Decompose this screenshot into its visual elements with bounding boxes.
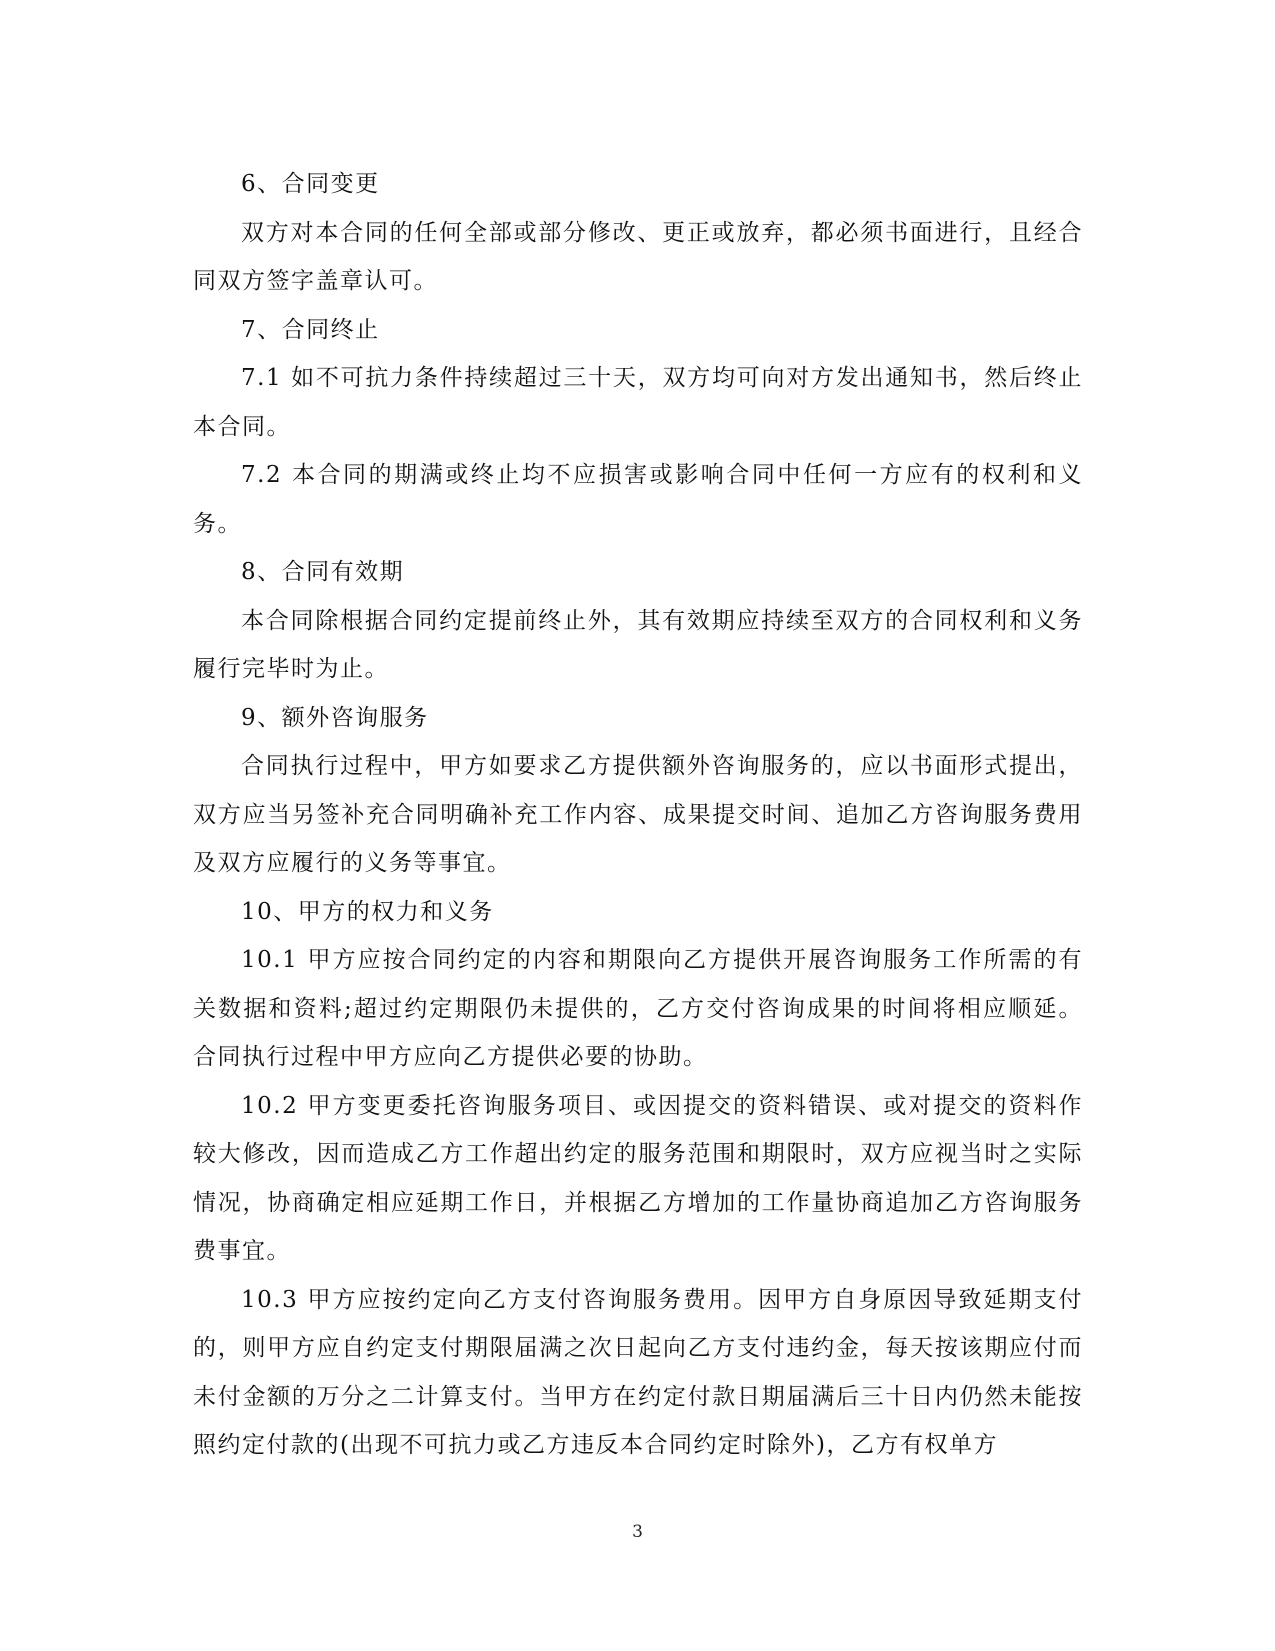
- paragraph-7-2: 7.2 本合同的期满或终止均不应损害或影响合同中任何一方应有的权利和义务。: [193, 462, 1083, 537]
- heading-section-10: 10、甲方的权力和义务: [241, 898, 494, 925]
- paragraph-10-1: 10.1 甲方应按合同约定的内容和期限向乙方提供开展咨询服务工作所需的有关数据和资料;超过约定期限仍未提供的，乙方交付咨询成果的时间将相应顺延。合同执行过程中甲方应向乙方提供必要的协助。: [193, 947, 1083, 1070]
- heading-section-9: 9、额外咨询服务: [241, 704, 429, 731]
- heading-section-7: 7、合同终止: [241, 316, 380, 343]
- paragraph-10-2: 10.2 甲方变更委托咨询服务项目、或因提交的资料错误、或对提交的资料作较大修改，因而造成乙方工作超出约定的服务范围和期限时，双方应视当时之实际情况，协商确定相应延期工作日，并根据乙方增加的工作量协商追加乙方咨询服务费事宜。: [193, 1092, 1083, 1264]
- paragraph-8: 本合同除根据合同约定提前终止外，其有效期应持续至双方的合同权利和义务履行完毕时为止。: [193, 607, 1083, 682]
- paragraph-10-3: 10.3 甲方应按约定向乙方支付咨询服务费用。因甲方自身原因导致延期支付的，则甲方应自约定支付期限届满之次日起向乙方支付违约金，每天按该期应付而未付金额的万分之二计算支付。当甲方在约定付款日期届满后三十日内仍然未能按照约定付款的(出现不可抗力或乙方违反本合同约定时除外)，乙方有权单方: [193, 1286, 1083, 1458]
- paragraph-9: 合同执行过程中，甲方如要求乙方提供额外咨询服务的，应以书面形式提出，双方应当另签补充合同明确补充工作内容、成果提交时间、追加乙方咨询服务费用及双方应履行的义务等事宜。: [193, 753, 1083, 876]
- paragraph-6: 双方对本合同的任何全部或部分修改、更正或放弃，都必须书面进行，且经合同双方签字盖章认可。: [193, 219, 1083, 294]
- document-body: [193, 160, 1083, 1470]
- heading-section-6: 6、合同变更: [241, 171, 380, 197]
- paragraph-7-1: 7.1 如不可抗力条件持续超过三十天，双方均可向对方发出通知书，然后终止本合同。: [193, 365, 1083, 440]
- page-number: 3: [632, 1522, 643, 1542]
- heading-section-8: 8、合同有效期: [241, 559, 405, 585]
